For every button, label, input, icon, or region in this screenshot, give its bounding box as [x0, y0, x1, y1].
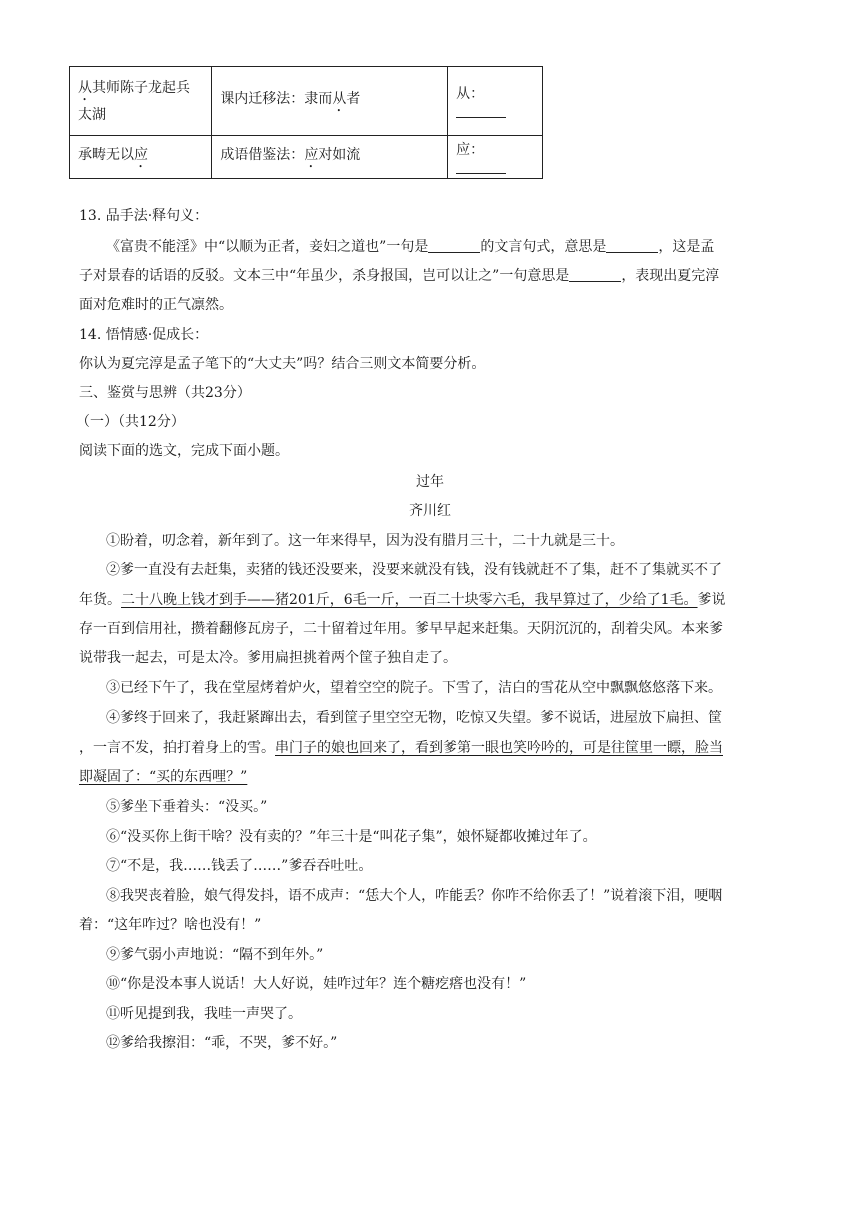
emphasis-char: 从: [332, 90, 347, 107]
q13-title: 13. 品手法·释句义：: [79, 208, 209, 224]
answer-label: 应：: [456, 141, 485, 158]
p2-text: 年货。: [79, 592, 121, 608]
underlined-sentence: 二十八晚上钱才到手——猪201斤，6毛一斤，一百二十块零六毛，我早算过了，少给了1毛。: [121, 592, 698, 608]
q13-text: 子对景春的话语的反驳。文本三中“年虽少，杀身报国，岂可以让之”一句意思是: [79, 268, 570, 284]
paragraph-2-line-2: [79, 590, 726, 610]
answer-label: 从：: [456, 85, 485, 102]
p2-text: 爹说: [697, 592, 726, 608]
answer-blank[interactable]: [456, 159, 506, 174]
paragraph-10: ⑩“你是没本事人说话！大人好说，娃咋过年？连个糖疙瘩也没有！”: [106, 976, 527, 992]
method-text: 课内迁移法：隶而: [220, 90, 333, 107]
emphasis-char: 应: [134, 146, 148, 163]
method-text: 成语借鉴法：: [220, 146, 305, 163]
q13-line-1: [106, 237, 714, 257]
underlined-sentence: 串门子的娘也回来了，看到爹第一眼也笑吟吟的，可是往筐里一瞟，脸当: [275, 740, 723, 756]
section3-title: 三、鉴赏与思辨（共23分）: [79, 385, 251, 401]
paragraph-12: ⑫爹给我擦泪：“乖，不哭，爹不好。”: [106, 1035, 338, 1051]
table-row: [70, 67, 543, 136]
table-cell-method: [212, 67, 448, 136]
q13-text: ，表现出夏完淳: [621, 268, 720, 284]
paragraph-8-line-2: 着：“这年咋过？啥也没有！”: [79, 917, 262, 933]
paragraph-1: ①盼着，叨念着，新年到了。这一年来得早，因为没有腊月三十，二十九就是三十。: [106, 533, 624, 549]
term-text: 其师陈子龙起兵: [92, 79, 190, 96]
q13-text: 《富贵不能淫》中“以顺为正者，妾妇之道也”一句是: [106, 239, 429, 255]
answer-blank[interactable]: [456, 103, 506, 118]
table-cell-answer: [448, 67, 543, 136]
table-cell-term: [70, 136, 212, 179]
paragraph-4-line-3: [79, 767, 247, 787]
paragraph-2-line-3: 存一百到信用社，攒着翻修瓦房子，二十留着过年用。爹早早起来赶集。天阴沉沉的，刮着尖风。本来爹: [79, 621, 723, 637]
table-row: [70, 136, 543, 179]
answer-blank[interactable]: [606, 238, 658, 253]
p4-text: ，一言不发，拍打着身上的雪。: [79, 740, 275, 756]
table-cell-method: [212, 136, 448, 179]
answer-blank[interactable]: [569, 267, 621, 282]
table-cell-term: [70, 67, 212, 136]
q13-line-2: [79, 266, 719, 286]
table-cell-answer: [448, 136, 543, 179]
method-text-end: 对如流: [318, 146, 361, 163]
q13-line-3: 面对危难时的正气凛然。: [79, 297, 233, 313]
paragraph-3: ③已经下午了，我在堂屋烤着炉火，望着空空的院子。下雪了，洁白的雪花从空中飘飘悠悠落下来。: [106, 680, 722, 696]
paragraph-2-line-4: 说带我一起去，可是太冷。爹用扁担挑着两个筐子独自走了。: [79, 650, 457, 666]
method-text-end: 者: [346, 90, 361, 107]
paragraph-2-line-1: ②爹一直没有去赶集，卖猪的钱还没要来，没要来就没有钱，没有钱就赶不了集，赶不了集就买不了: [106, 562, 722, 578]
paragraph-9: ⑨爹气弱小声地说：“隔不到年外。”: [106, 947, 324, 963]
answer-blank[interactable]: [428, 238, 480, 253]
q14-title: 14. 悟情感·促成长：: [79, 327, 209, 343]
paragraph-11: ⑪听见提到我，我哇一声哭了。: [106, 1006, 302, 1022]
paragraph-7: ⑦“不是，我……钱丢了……”爹吞吞吐吐。: [106, 858, 373, 874]
paragraph-6: ⑥“没买你上街干啥？没有卖的？”年三十是“叫花子集”，娘怀疑都收摊过年了。: [106, 829, 597, 845]
instruction: 阅读下面的选文，完成下面小题。: [79, 443, 289, 459]
vocab-table: [69, 66, 543, 179]
paragraph-4-line-2: [79, 738, 723, 758]
article-author: 齐川红: [409, 503, 451, 519]
q14-text: 你认为夏完淳是孟子笔下的“大丈夫”吗？结合三则文本简要分析。: [79, 356, 486, 372]
emphasis-char: 从: [78, 79, 92, 96]
underlined-sentence: 即凝固了：“买的东西哩？”: [79, 769, 248, 785]
q13-text: 的文言句式，意思是: [480, 239, 607, 255]
paragraph-5: ⑤爹坐下垂着头：“没买。”: [106, 799, 268, 815]
q13-text: ，这是孟: [658, 239, 715, 255]
emphasis-char: 应: [304, 146, 319, 163]
article-title: 过年: [416, 474, 444, 490]
paragraph-4-line-1: ④爹终于回来了，我赶紧蹿出去，看到筐子里空空无物，吃惊又失望。爹不说话，进屋放下扁担、筐: [106, 710, 722, 726]
section3-sub: （一）（共12分）: [76, 414, 185, 430]
term-text-cont: 太湖: [78, 106, 106, 123]
term-text: 承畴无以: [78, 146, 134, 163]
paragraph-8-line-1: ⑧我哭丧着脸，娘气得发抖，语不成声：“恁大个人，咋能丢？你咋不给你丢了！”说着滚下泪，哽咽: [106, 888, 723, 904]
